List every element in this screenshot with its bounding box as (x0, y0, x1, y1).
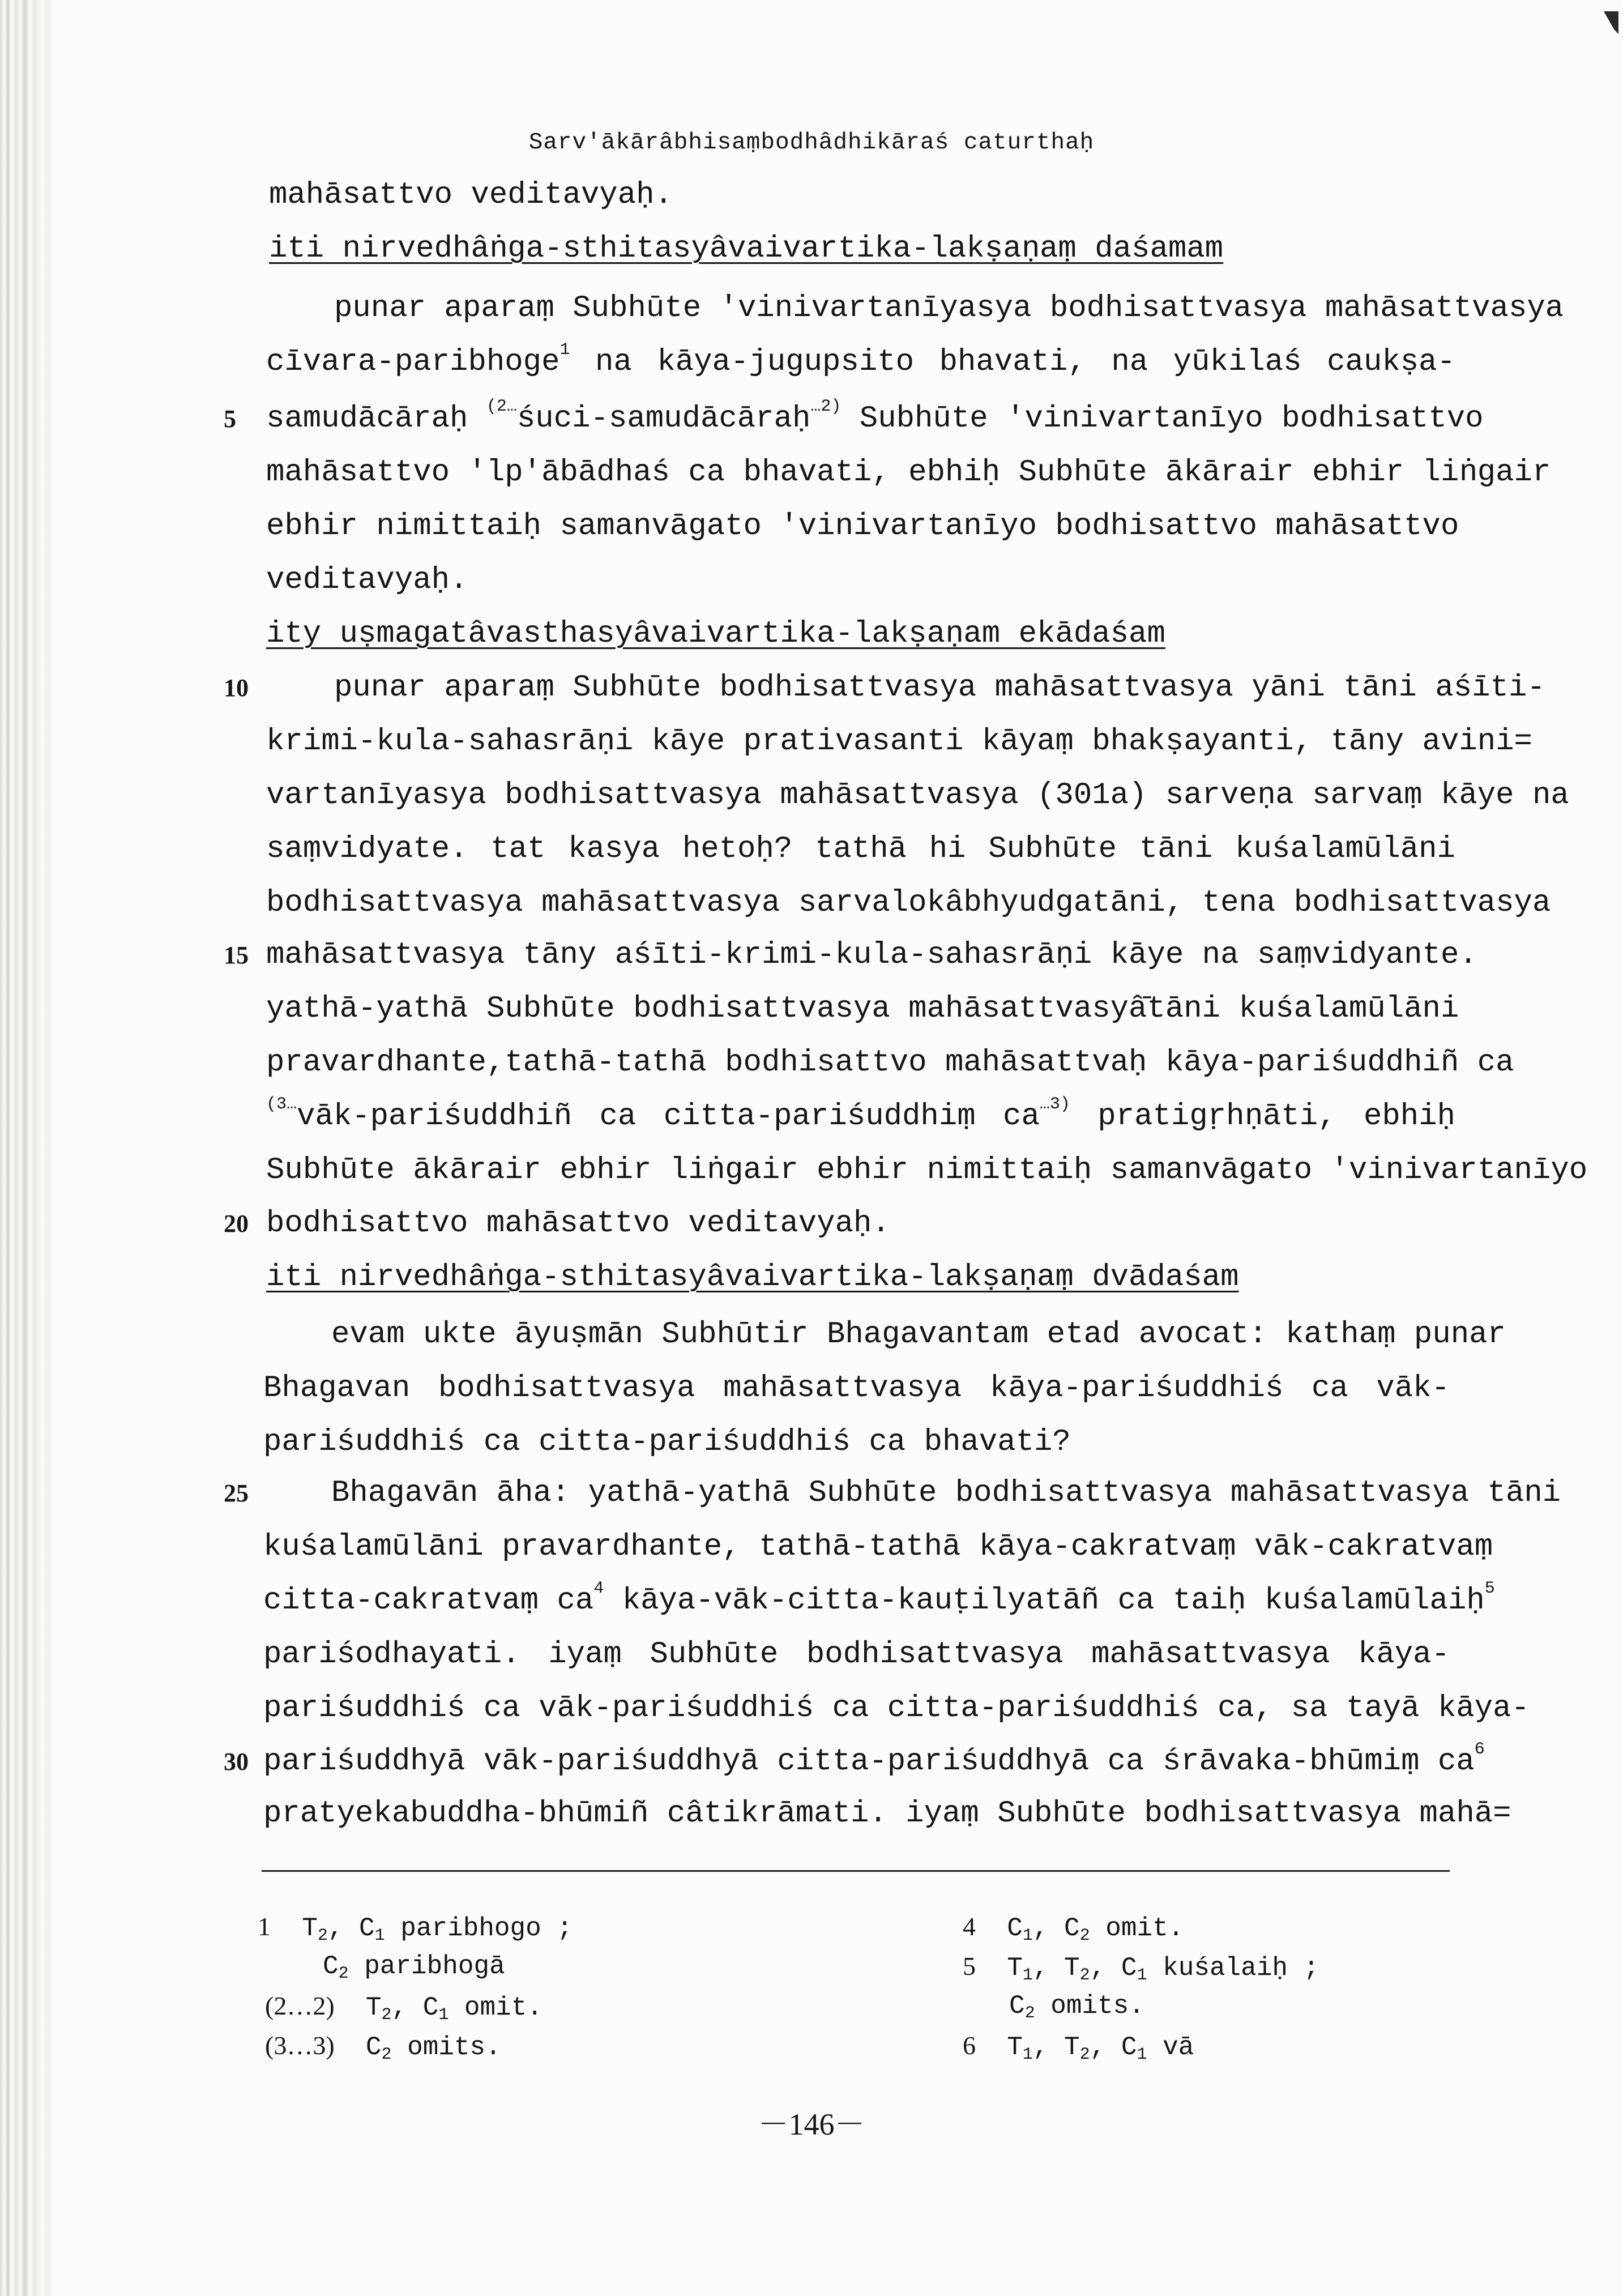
text-line: Subhūte ākārair ebhir liṅgair ebhir nimittaiḥ samanvāgato 'vinivartanīyo (266, 1153, 1588, 1188)
text-line: vartanīyasya bodhisattvasya mahāsattvasya (301a) sarveṇa sarvaṃ kāye na (266, 778, 1569, 813)
line-number: 20 (224, 1210, 249, 1237)
text-line: mahāsattvasya tāny aśīti-krimi-kula-sahasrāṇi kāye na saṃvidyante. (266, 938, 1477, 972)
text-line: citta-cakratvaṃ $ca^4$ kāya-vāk-citta-kauṭilyatāñ ca taiḥ kuśalamūlaiḥ$^5$ (263, 1579, 1495, 1618)
text-line: saṃvidyate. tat kasya hetoḥ? tathā hi Subhūte tāni kuśalamūlāni (266, 832, 1455, 867)
text-line: bodhisattvasya mahāsattvasya sarvalokâbhyudgatāni, tena bodhisattvasya (266, 886, 1551, 920)
footnote: 5 $T_1$, $T_2$, $C_1$ kuśalaiḥ ; (963, 1952, 1319, 1985)
text-line: Bhagavan bodhisattvasya mahāsattvasya kāya-pariśuddhiś ca vāk- (263, 1371, 1450, 1406)
footnote: 4 $C_1$, $C_2$ omit. (963, 1912, 1184, 1945)
text-line: punar aparaṃ Subhūte 'vinivartanīyasya bodhisattvasya mahāsattvasya (334, 291, 1564, 326)
variant-mark: …3) (1039, 1095, 1070, 1114)
line-number: 5 (224, 405, 236, 433)
section-heading: ity uṣmagatâvasthasyâvaivartika-lakṣaṇam ekādaśam (266, 617, 1165, 651)
text-line: pratyekabuddha-bhūmiñ câtikrāmati. iyaṃ Subhūte bodhisattvasya mahā= (263, 1796, 1511, 1831)
footnote-ref: 6 (1474, 1740, 1485, 1759)
text-line: kuśalamūlāni pravardhante, tathā-tathā kāya-cakratvaṃ vāk-cakratvaṃ (263, 1530, 1493, 1564)
footnote: 6 $T_1$, $T_2$, $C_1$ vā (963, 2031, 1194, 2064)
variant-mark: (3… (266, 1095, 297, 1114)
footnote: $C_2$ omits. (1009, 1991, 1144, 2023)
running-head: Sarv'ākārâbhisaṃbodhâdhikāraś caturthaḥ (528, 130, 1095, 156)
text-line: mahāsattvo 'lp'ābādhaś ca bhavati, ebhiḥ Subhūte ākārair ebhir liṅgair (266, 455, 1551, 490)
text-line: cīvara-paribhoge$^1$ na kāya-jugupsito bhavati, na yūkilaś caukṣa- (266, 340, 1455, 379)
line-number: 15 (224, 941, 249, 969)
line-number: 25 (224, 1479, 249, 1507)
text-line: punar aparaṃ Subhūte bodhisattvasya mahāsattvasya yāni tāni aśīti- (334, 671, 1545, 705)
text-line: pravardhante,tathā-tathā bodhisattvo mahāsattvaḥ kāya-pariśuddhiñ ca (266, 1045, 1514, 1080)
line-number: 10 (224, 674, 249, 702)
footnote: $C_2$ paribhogā (323, 1952, 505, 1983)
text-line: krimi-kula-sahasrāṇi kāye prativasanti kāyaṃ bhakṣayanti, tāny avini= (266, 724, 1532, 759)
text-line: $^{(3\dots}$vāk-pariśuddhiñ ca citta-pariśuddhiṃ $ca^{\dots 3)}$ pratigṛhṇāti, ebhiḥ (266, 1095, 1456, 1134)
text-line: bodhisattvo mahāsattvo veditavyaḥ. (266, 1206, 890, 1241)
footnote: 1 $T_2$, $C_1$ paribhogo ; (258, 1912, 573, 1945)
text-line: yathā-yathā Subhūte bodhisattvasya mahāsattvasyâ̄tāni kuśalamūlāni (266, 992, 1459, 1026)
book-binding-edge (0, 0, 54, 2296)
page-corner-mark (1604, 11, 1618, 34)
page-number: －146－ (758, 2107, 865, 2141)
footnote: (2…2) $T_2$, $C_1$ omit. (265, 1991, 543, 2025)
text-line: veditavyaḥ. (266, 563, 468, 598)
text-line: ebhir nimittaiḥ samanvāgato 'vinivartanīyo bodhisattvo mahāsattvo (266, 509, 1459, 544)
footnote: (3…3) $C_2$ omits. (265, 2031, 501, 2064)
text-line: Bhagavān āha: yathā-yathā Subhūte bodhisattvasya mahāsattvasya tāni (331, 1476, 1561, 1510)
text-line: evam ukte āyuṣmān Subhūtir Bhagavantam etad avocat: kathaṃ punar (331, 1317, 1506, 1352)
footnote-ref: 5 (1484, 1579, 1495, 1598)
footnote-ref: 4 (593, 1579, 604, 1598)
variant-mark: (2… (486, 397, 517, 416)
footnote-ref: 1 (559, 340, 570, 360)
section-heading: iti nirvedhâṅga-sthitasyâvaivartika-lakṣaṇaṃ daśamam (269, 232, 1224, 266)
text-line: pariśuddhiś ca citta-pariśuddhiś ca bhavati? (263, 1425, 1071, 1459)
text-line: pariśuddhiś ca vāk-pariśuddhiś ca citta-pariśuddhiś ca, sa tayā kāya- (263, 1691, 1530, 1726)
text-line: mahāsattvo veditavyaḥ. (269, 178, 673, 212)
text-line: pariśuddhyā vāk-pariśuddhyā citta-pariśuddhyā ca śrāvaka-bhūmiṃ $ca^6$ (263, 1740, 1485, 1779)
line-number: 30 (224, 1748, 249, 1776)
variant-mark: …2) (810, 397, 842, 416)
text-line: pariśodhayati. iyaṃ Subhūte bodhisattvasya mahāsattvasya kāya- (263, 1637, 1450, 1672)
footnote-rule (262, 1870, 1450, 1872)
text-line: samudācāraḥ $^{(2\dots}$śuci-samudācāraḥ$^{\dots 2)}$ Subhūte 'vinivartanīyo bodhisattvo (266, 397, 1484, 436)
section-heading: iti nirvedhâṅga-sthitasyâvaivartika-lakṣaṇaṃ dvādaśam (266, 1260, 1239, 1295)
